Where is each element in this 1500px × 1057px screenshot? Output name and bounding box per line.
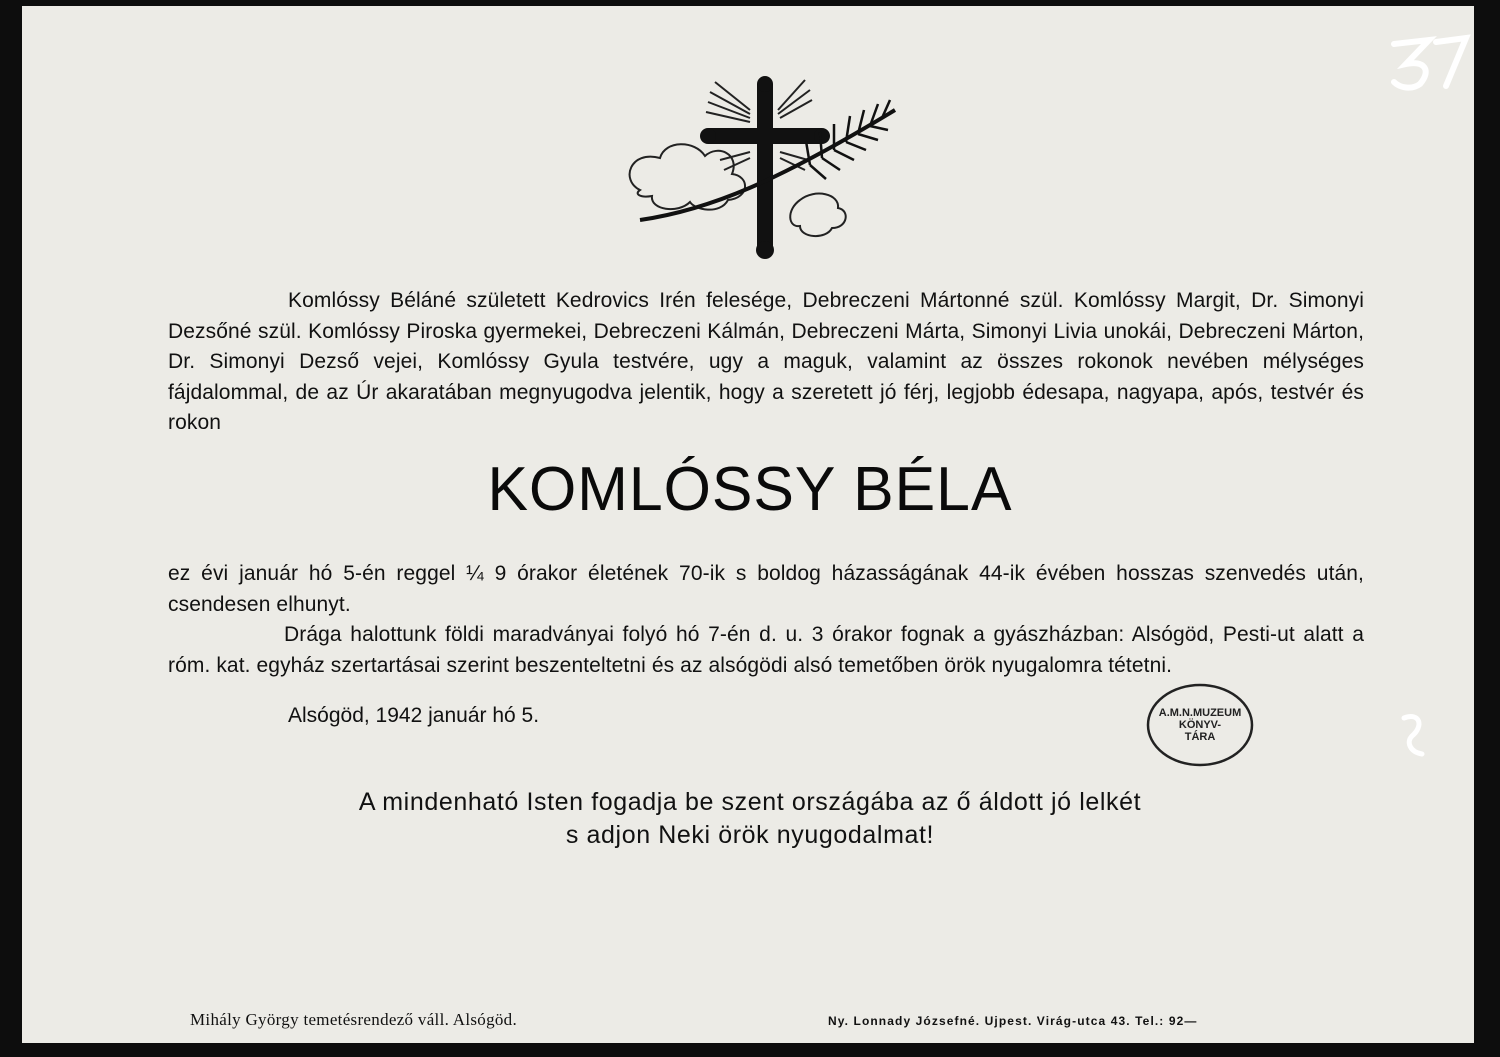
stamp-line-1: A.M.N.MUZEUM — [1158, 707, 1242, 719]
blessing-line-2: s adjon Neki örök nyugodalmat! — [565, 821, 935, 849]
library-stamp — [1144, 680, 1256, 770]
handwritten-mark — [1398, 710, 1428, 760]
death-details — [168, 559, 1364, 681]
announcement-paragraph: Komlóssy Béláné született Kedrovics Irén felesége, Debreczeni Mártonné szül. Komlóssy Margit, Dr. Simonyi Dezsőné szül. Komlóssy Piroska gyermekei, Debreczeni Kálmán, Debreczeni Márta, Simonyi Livia unokái, Debreczeni Márton, Dr. Simonyi Dezső vejei, Komlóssy Gyula testvére, ugy a maguk, valamint az összes rokonok nevében mélységes fájdalommal, de az Úr akaratában megnyugodva jelentik, hogy a szeretett jó férj, legjobb édesapa, nagyapa, após, testvér és rokon — [168, 289, 1364, 434]
blessing — [0, 786, 1500, 852]
stamp-line-2: KÖNYV- — [1178, 719, 1222, 731]
blessing-line-1: A mindenható Isten fogadja be szent országába az ő áldott jó lelkét — [358, 788, 1142, 816]
funeral-paragraph: Drága halottunk földi maradványai folyó hó 7-én d. u. 3 órakor fognak a gyászházban: Alsógöd, Pesti-ut alatt a róm. kat. egyház szertartásai szerint beszenteltetni és az alsógödi alsó temetőben örök nyugalomra tétetni. — [168, 623, 1364, 677]
deceased-name: KOMLÓSSY BÉLA — [487, 455, 1013, 524]
place-date: Alsógöd, 1942 január hó 5. — [288, 704, 540, 727]
handwritten-number — [1384, 26, 1474, 96]
printer-imprint: Ny. Lonnady Józsefné. Ujpest. Virág-utca 43. Tel.: 92— — [828, 1014, 1198, 1028]
funeral-director: Mihály György temetésrendező váll. Alsógöd. — [190, 1010, 518, 1029]
cross-palm-ornament — [600, 70, 920, 270]
death-paragraph: ez évi január hó 5-én reggel ¼ 9 órakor életének 70-ik s boldog házasságának 44-ik évében hosszas szenvedés után, csendesen elhunyt. — [168, 562, 1364, 616]
stamp-line-3: TÁRA — [1184, 731, 1216, 743]
